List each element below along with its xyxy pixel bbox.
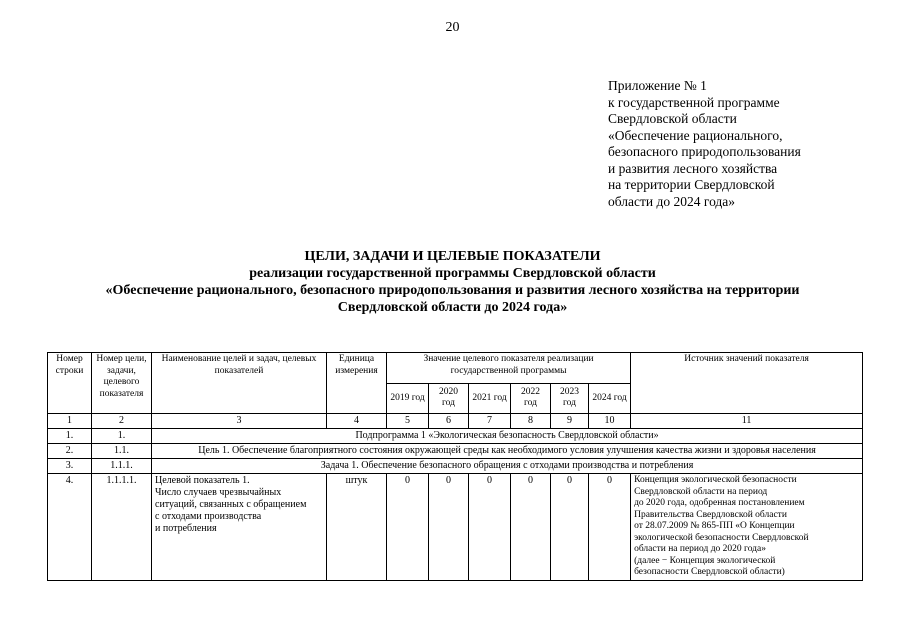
source-line: до 2020 года, одобренная постановлением: [634, 498, 805, 508]
column-number: 5: [387, 414, 429, 429]
indicator-value: 0: [589, 474, 631, 581]
document-title: [0, 248, 905, 316]
column-number: 8: [511, 414, 551, 429]
row-number: 1.: [48, 429, 92, 444]
appendix-line: Свердловской области: [608, 111, 737, 126]
source-line: экологической безопасности Свердловской: [634, 532, 809, 543]
row-code: 1.1.1.: [92, 459, 152, 474]
header-name: Наименование целей и задач, целевых показателей: [152, 353, 327, 414]
appendix-line: «Обеспечение рационального,: [608, 127, 783, 143]
indicator-value: 0: [387, 474, 429, 581]
column-number: 3: [152, 414, 327, 429]
indicator-name-line: Число случаев чрезвычайных: [155, 487, 282, 498]
column-number: 4: [327, 414, 387, 429]
source-line: (далее − Концепция экологической: [634, 555, 776, 566]
indicator-name-line: с отходами производства: [155, 511, 262, 522]
row-code: 1.1.: [92, 444, 152, 459]
table-row: [48, 444, 863, 459]
row-number: 3.: [48, 459, 92, 474]
header-year: 2020 год: [429, 383, 469, 414]
indicator-value: 0: [469, 474, 511, 581]
header-year: 2024 год: [589, 383, 631, 414]
table-row: [48, 459, 863, 474]
appendix-line: области до 2024 года»: [608, 193, 736, 209]
indicator-unit: штук: [327, 474, 387, 581]
source-line: области на период до 2020 года»: [634, 544, 766, 554]
appendix-line: безопасного природопользования: [608, 144, 801, 159]
indicator-value: 0: [551, 474, 589, 581]
row-number: 2.: [48, 444, 92, 459]
indicator-name-line: Целевой показатель 1.: [155, 475, 250, 486]
header-year: 2021 год: [469, 383, 511, 414]
row-text: Задача 1. Обеспечение безопасного обращения с отходами производства и потребления: [152, 459, 863, 474]
column-number-row: [48, 414, 863, 429]
header-year: 2019 год: [387, 383, 429, 414]
source-line: от 28.07.2009 № 865-ПП «О Концепции: [634, 521, 795, 531]
header-goal-number: Номер цели, задачи, целевого показателя: [92, 353, 152, 414]
title-line: реализации государственной программы Свердловской области: [249, 266, 656, 281]
column-number: 2: [92, 414, 152, 429]
title-line: Свердловской области до 2024 года»: [337, 300, 568, 315]
indicator-name: [152, 474, 327, 581]
column-number: 1: [48, 414, 92, 429]
source-line: Правительства Свердловской области: [634, 509, 787, 520]
row-text: Подпрограмма 1 «Экологическая безопасность Свердловской области»: [152, 429, 863, 444]
indicator-row: [48, 474, 863, 581]
title-line: ЦЕЛИ, ЗАДАЧИ И ЦЕЛЕВЫЕ ПОКАЗАТЕЛИ: [304, 249, 601, 264]
column-number: 6: [429, 414, 469, 429]
header-unit: Единица измерения: [327, 353, 387, 414]
goals-table: [47, 352, 863, 581]
appendix-line: и развития лесного хозяйства: [608, 160, 778, 176]
column-number: 11: [631, 414, 863, 429]
header-year: 2023 год: [551, 383, 589, 414]
indicator-source: [631, 474, 863, 581]
row-text: Цель 1. Обеспечение благоприятного состояния окружающей среды как необходимого условия улучшения качества жизни и здоровья населения: [152, 444, 863, 459]
source-line: безопасности Свердловской области): [634, 567, 785, 577]
column-number: 9: [551, 414, 589, 429]
indicator-value: 0: [511, 474, 551, 581]
header-year: 2022 год: [511, 383, 551, 414]
table-row: [48, 429, 863, 444]
row-number: 4.: [48, 474, 92, 581]
title-line: «Обеспечение рационального, безопасного природопользования и развития лесного хозяйства на территории: [105, 283, 800, 298]
appendix-line: к государственной программе: [608, 94, 780, 110]
page-number: 20: [445, 20, 460, 35]
source-line: Свердловской области на период: [634, 486, 768, 497]
row-code: 1.: [92, 429, 152, 444]
appendix-note: [608, 78, 888, 210]
appendix-line: на территории Свердловской: [608, 177, 775, 192]
header-value-group: Значение целевого показателя реализации государственной программы: [387, 353, 631, 384]
indicator-name-line: и потребления: [155, 523, 217, 534]
column-number: 7: [469, 414, 511, 429]
indicator-name-line: ситуаций, связанных с обращением: [155, 499, 307, 510]
indicator-value: 0: [429, 474, 469, 581]
header-source: Источник значений показателя: [631, 353, 863, 414]
appendix-line: Приложение № 1: [608, 78, 707, 93]
source-line: Концепция экологической безопасности: [634, 475, 797, 485]
header-row-number: Номер строки: [48, 353, 92, 414]
column-number: 10: [589, 414, 631, 429]
row-code: 1.1.1.1.: [92, 474, 152, 581]
header-row: [48, 353, 863, 384]
